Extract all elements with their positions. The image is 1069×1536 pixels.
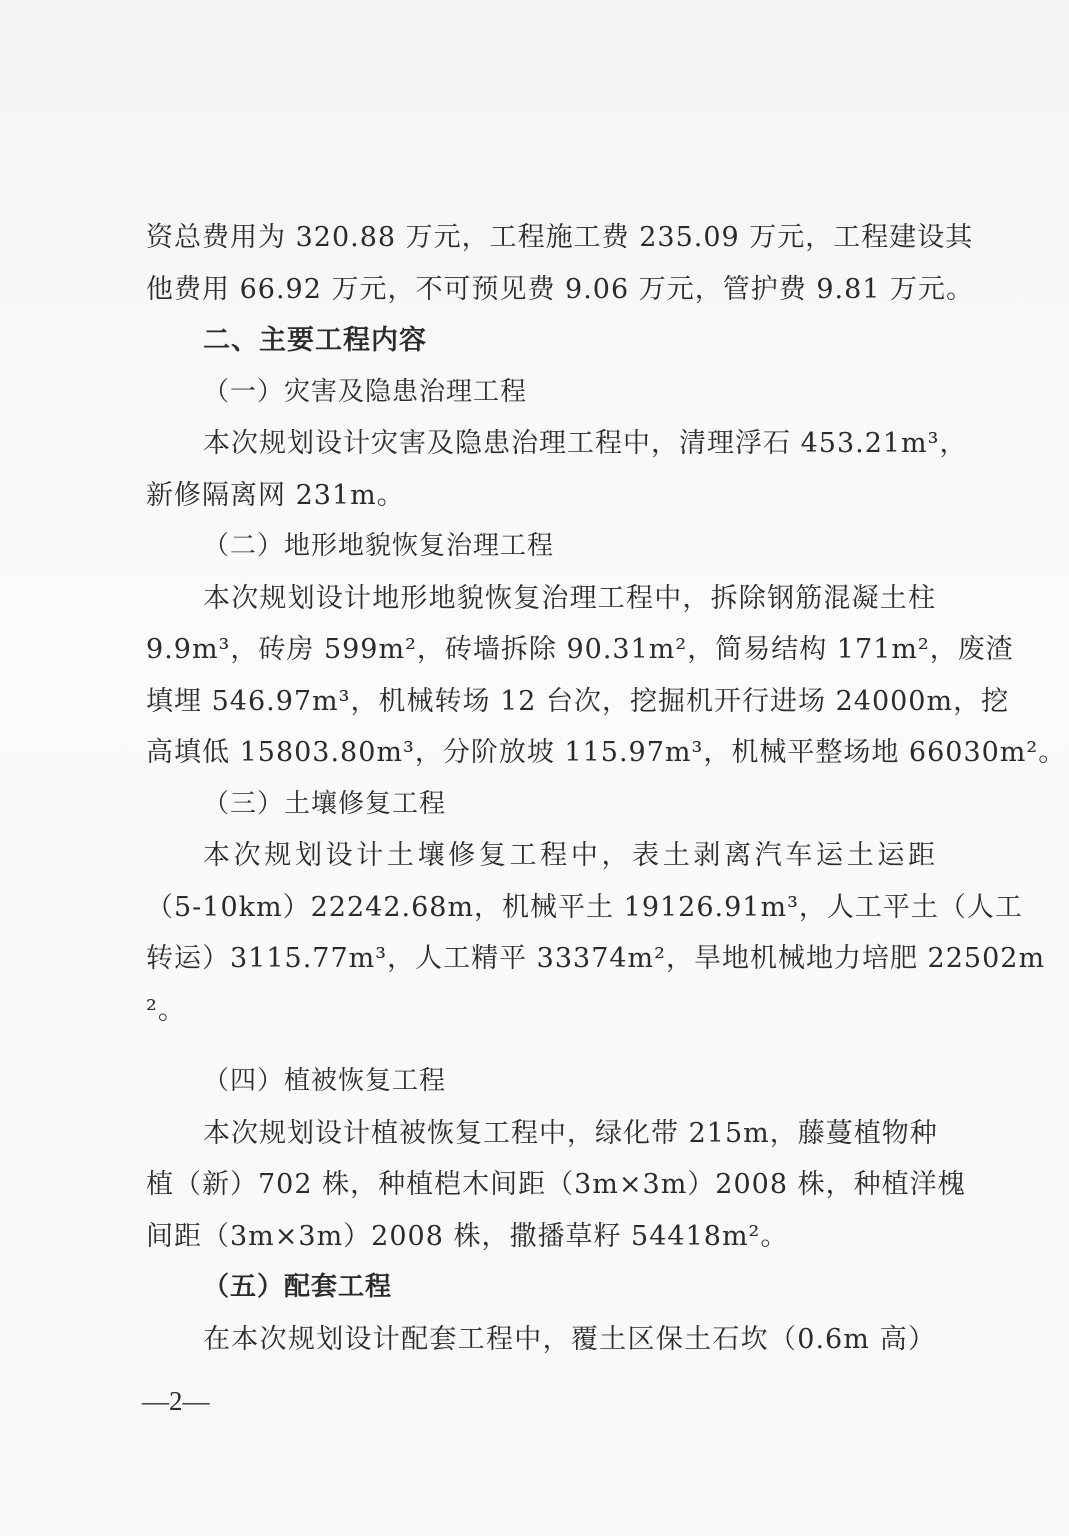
paragraph-line: 资总费用为 320.88 万元，工程施工费 235.09 万元，工程建设其: [146, 222, 974, 253]
paragraph-line: ²。: [146, 994, 186, 1026]
paragraph-line: （5-10km）22242.68m，机械平土 19126.91m³，人工平土（人工: [146, 891, 1023, 923]
subsection-title-5: （五）配套工程: [203, 1272, 393, 1302]
paragraph-line: 本次规划设计灾害及隐患治理工程中，清理浮石 453.21m³，: [203, 428, 968, 459]
paragraph-line: 本次规划设计地形地貌恢复治理工程中，拆除钢筋混凝土柱: [203, 582, 936, 614]
page-number: —2—: [142, 1386, 210, 1416]
paragraph-line: 9.9m³，砖房 599m²，砖墙拆除 90.31m²，简易结构 171m²，废渣: [146, 634, 1014, 665]
paragraph-line: 间距（3m×3m）2008 株，撒播草籽 54418m²。: [146, 1220, 789, 1252]
paragraph-line: 新修隔离网 231m。: [146, 479, 405, 511]
document-body: [146, 212, 1067, 1365]
paragraph-line: 填埋 546.97m³，机械转场 12 台次，挖掘机开行进场 24000m，挖: [146, 685, 1010, 717]
spacer: [146, 1036, 936, 1056]
paragraph-line: 高填低 15803.80m³，分阶放坡 115.97m³，机械平整场地 66030m²。: [146, 737, 1067, 768]
subsection-title-4: （四）植被恢复工程: [203, 1066, 447, 1096]
subsection-title-1: （一）灾害及隐患治理工程: [203, 376, 528, 407]
paragraph-line: 植（新）702 株，种植桤木间距（3m×3m）2008 株，种植洋槐: [146, 1169, 966, 1200]
paragraph-line: 在本次规划设计配套工程中，覆土区保土石坎（0.6m 高）: [203, 1323, 936, 1355]
paragraph-line: 他费用 66.92 万元，不可预见费 9.06 万元，管护费 9.81 万元。: [146, 273, 975, 305]
paragraph-line: 本次规划设计土壤修复工程中，表土剥离汽车运土运距: [203, 840, 936, 871]
paragraph-line: 本次规划设计植被恢复工程中，绿化带 215m，藤蔓植物种: [203, 1117, 938, 1149]
section-title: 二、主要工程内容: [203, 325, 427, 356]
paragraph-line: 转运）3115.77m³，人工精平 33374m²，旱地机械地力培肥 22502m: [146, 943, 1046, 974]
subsection-title-3: （三）土壤修复工程: [203, 788, 447, 819]
subsection-title-2: （二）地形地貌恢复治理工程: [203, 531, 555, 561]
